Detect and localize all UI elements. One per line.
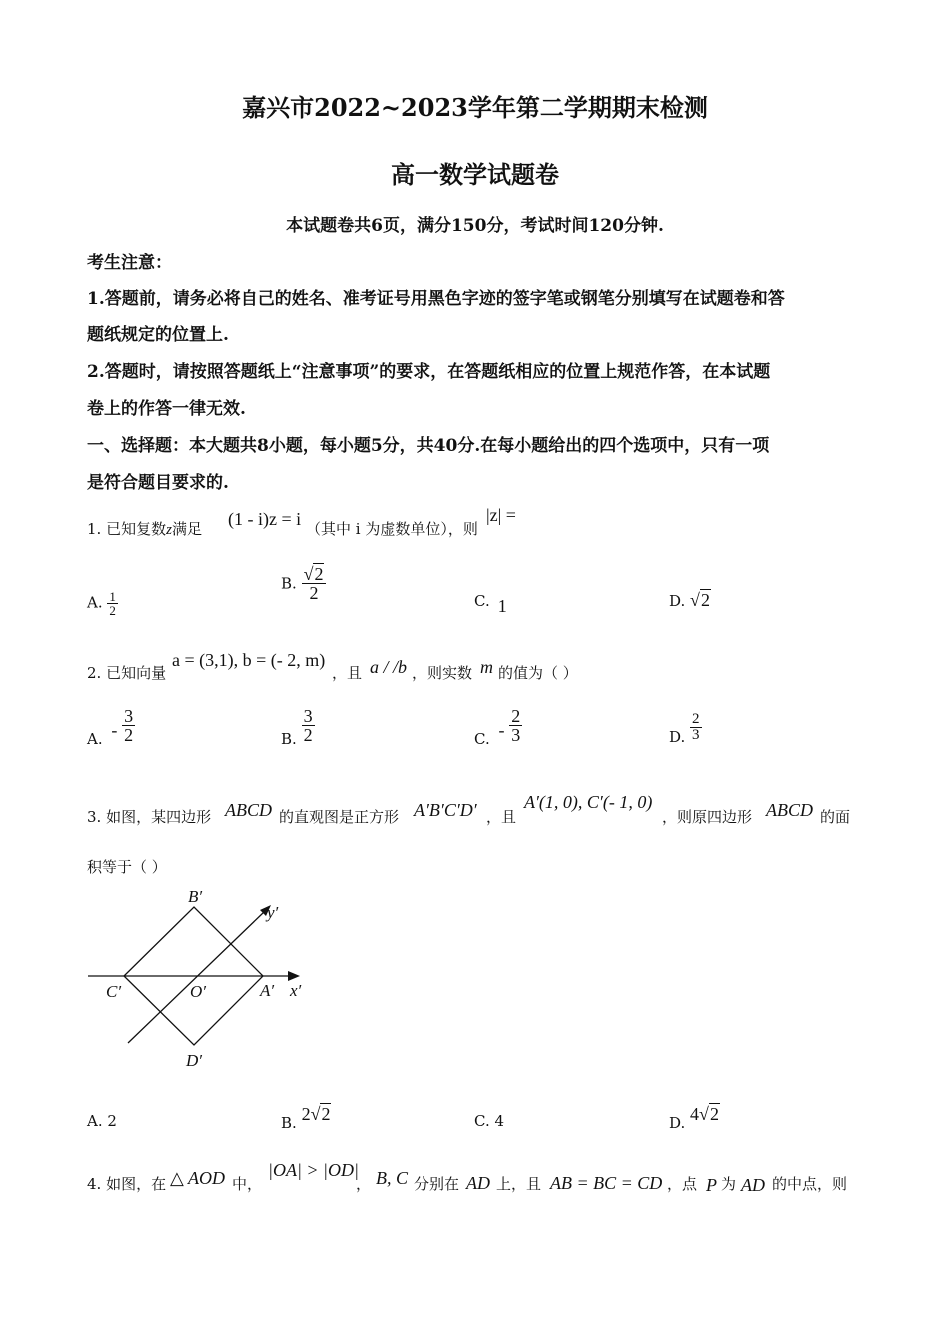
question-3-coords: A′(1, 0), C′(- 1, 0) [524,792,653,812]
notice-item-1: 1.答题前，请务必将自己的姓名、准考证号用黑色字迹的签字笔或钢笔分别填写在试题卷和答 [87,289,785,309]
question-3-option-a[interactable]: A. 2 [87,1112,117,1130]
question-3-option-c[interactable]: C. 4 [474,1112,505,1130]
question-2-parallel: a / /b [370,657,408,677]
question-3-text-and: ，且 [486,808,517,826]
question-4-equal: AB = BC = CD [550,1173,663,1193]
question-4-suffix: 的中点，则 [772,1175,848,1193]
question-4-text-and: 上，且 [496,1175,542,1193]
notice-item-2-cont: 卷上的作答一律无效. [87,399,246,419]
question-4-text-on: 分别在 [414,1175,460,1193]
question-2-option-c[interactable]: C. - $\frac{2}{3}$ [474,706,521,748]
question-1-option-b[interactable]: B. $\frac{√2}{2}$ [281,565,326,602]
question-3-option-b[interactable]: B. 2√2 [281,1104,331,1132]
question-3-text-then: ，则原四边形 [662,808,753,826]
question-3-square: A′B′C′D′ [414,800,477,820]
question-4-bc: B, C [376,1168,409,1188]
question-1-option-a[interactable]: A. $\frac{1}{2}$ [87,589,116,618]
question-3-stem: 3. 如图，某四边形 [87,808,212,826]
section-heading: 一、选择题：本大题共8小题，每小题5分，共40分.在每小题给出的四个选项中，只有一项 [87,436,770,456]
question-4-text-in: 中， [232,1175,263,1193]
label-x: x′ [290,981,302,1000]
question-2-option-a[interactable]: A. - $\frac{3}{2}$ [87,706,134,748]
label-b: B′ [188,887,203,906]
question-3-abcd: ABCD [225,800,272,820]
question-4-text-is: 为 [721,1175,737,1193]
question-1-option-d[interactable]: D. √2 [669,590,710,610]
question-4-inequality: |OA| > |OD| [268,1160,359,1180]
notice-heading: 考生注意： [87,253,172,273]
question-1-note: （其中 i 为虚数单位），则 [306,520,478,538]
notice-item-2: 2.答题时，请按照答题纸上“注意事项”的要求，在答题纸相应的位置上规范作答，在本试题 [87,362,771,382]
y-axis-line [128,912,264,1043]
question-3-abcd-2: ABCD [766,800,813,820]
label-c: C′ [106,982,122,1001]
question-2-stem: 2. 已知向量 [87,664,167,682]
question-2-suffix: 的值为（ ） [498,664,578,682]
question-4-stem: 4. 如图，在 [87,1175,167,1193]
question-2-text-and: ，且 [332,664,363,682]
question-3-suffix: 的面 [820,808,851,826]
question-4-comma: ， [356,1175,372,1193]
question-2-vectors: a = (3,1), b = (- 2, m) [172,650,326,670]
question-4-text-point: ，点 [667,1175,698,1193]
question-4-ad-2: AD [741,1175,765,1195]
exam-subject-title: 高一数学试题卷 [391,160,559,189]
question-4-triangle: △ AOD [170,1168,226,1188]
question-2-var-m: m [480,657,493,677]
question-4-p: P [706,1175,717,1195]
label-a: A′ [260,981,275,1000]
section-heading-cont: 是符合题目要求的. [87,473,229,493]
question-1-stem: 1. 已知复数z满足 [87,520,202,538]
question-2-option-d[interactable]: D. $\frac{2}{3}$ [669,711,700,746]
question-1-equation: (1 - i)z = i [228,509,302,529]
label-d: D′ [186,1051,202,1070]
question-2-text-then: ，则实数 [412,664,473,682]
question-4-ad: AD [466,1173,490,1193]
question-3-stem-cont: 积等于（ ） [87,858,167,876]
exam-info: 本试题卷共6页，满分150分，考试时间120分钟. [286,216,664,236]
question-3-figure [80,880,320,1075]
question-3-text-mid: 的直观图是正方形 [279,808,400,826]
x-axis-arrow [288,971,300,981]
question-3-option-d[interactable]: D. 4√2 [669,1104,719,1132]
exam-title: 嘉兴市2022~2023学年第二学期期末检测 [242,93,708,122]
question-2-option-b[interactable]: B. $\frac{3}{2}$ [281,706,313,748]
question-1-abs-z: |z| = [486,505,516,525]
question-1-option-c[interactable]: C. 1 [474,592,507,616]
label-o: O′ [190,982,206,1001]
notice-item-1-cont: 题纸规定的位置上. [87,325,229,345]
label-y: y′ [267,903,279,922]
